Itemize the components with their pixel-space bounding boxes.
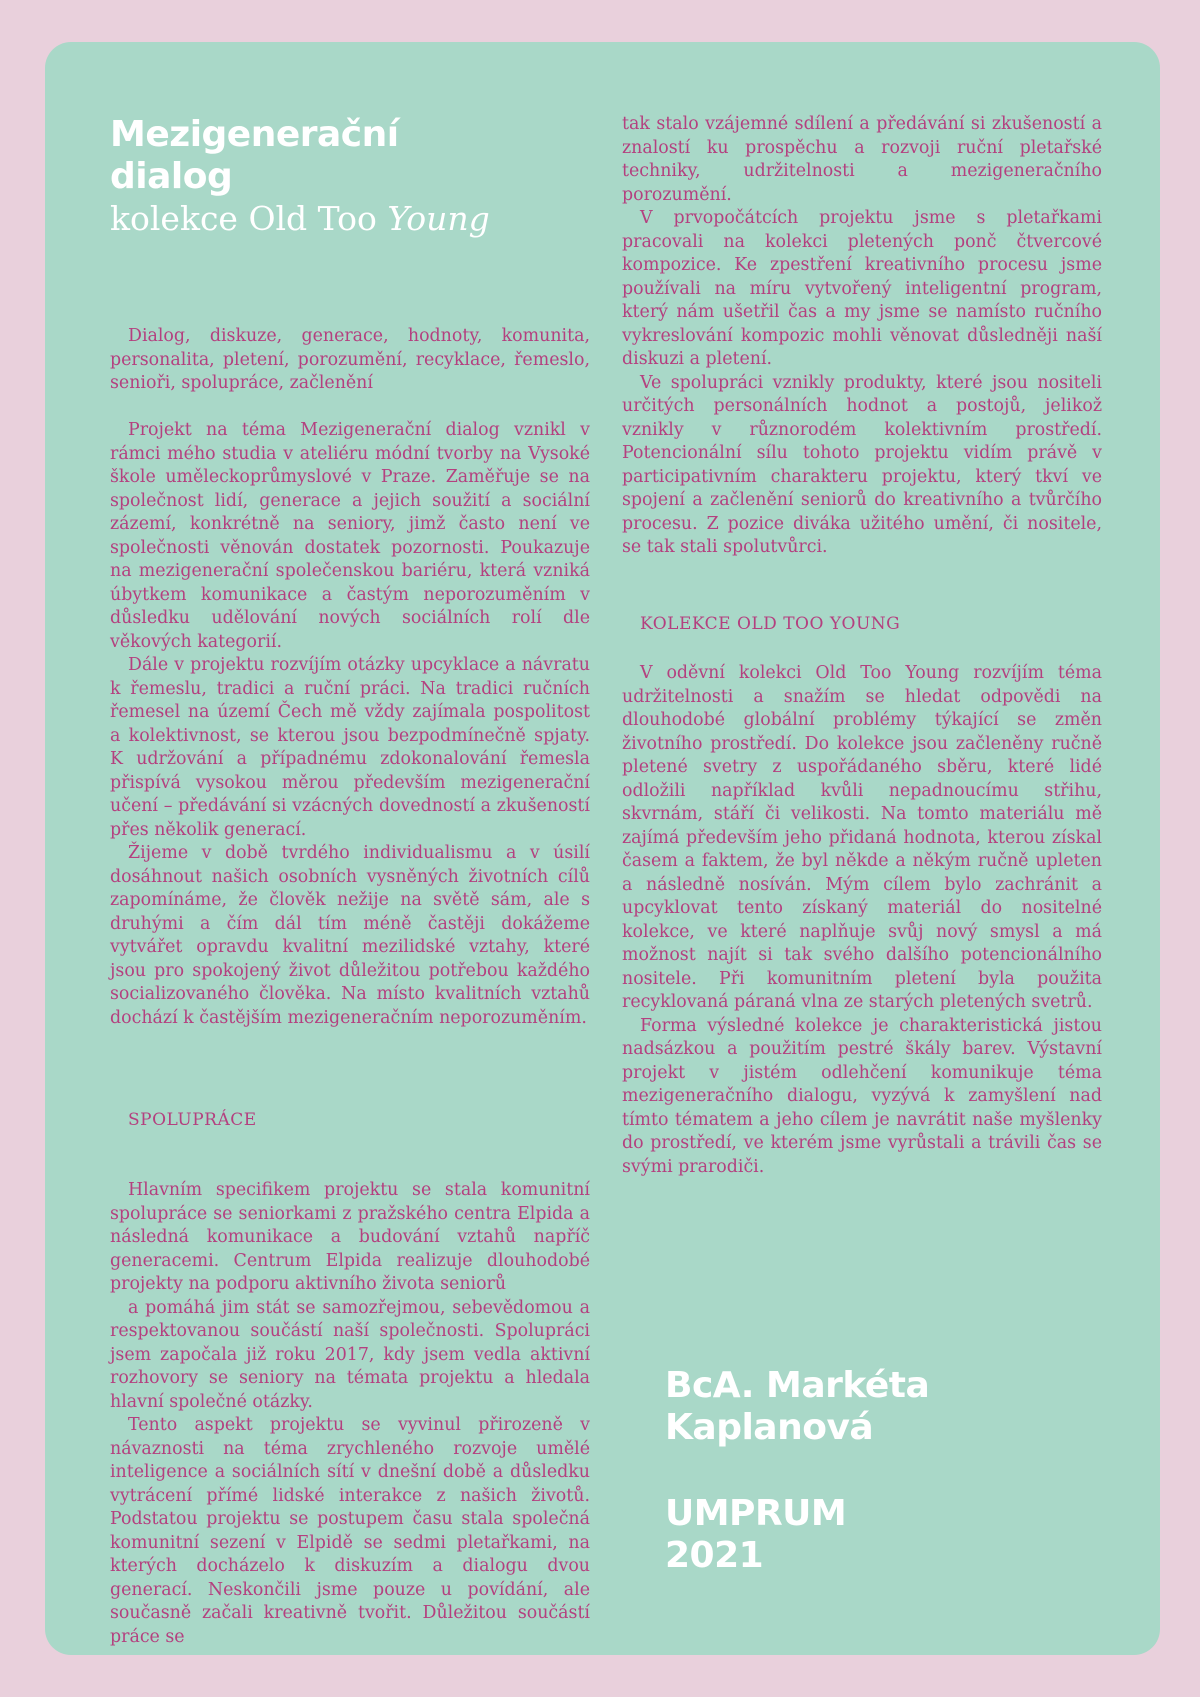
paragraph: V oděvní kolekci Old Too Young rozvíjím téma udržitelnosti a snažím se hledat odpovědi na dlouhodobé globální problémy týkající se změn životního prostředí. Do kolekce jsou začleněny ručně pletené svetry z uspořádaného sběru, které lidé odložili například kvůli nepadnoucímu střihu, skvrnám, stáří či velikosti. Na tomto materiálu mě zajímá především jeho přidaná hodnota, kterou získal časem a faktem, že byl někde a někým ručně upleten a následně nosíván. Mým cílem bylo zachránit a upcyklovat tento získaný materiál do nositelné kolekce, ve které naplňuje svůj nový smysl a má možnost najít si tak svého dalšího potencionálního nositele. Při komunitním pletení byla použita recyklovaná páraná vlna ze starých pletených svetrů. xyxy=(622,663,1102,1012)
author-name: BcA. Markéta Kaplanová xyxy=(665,1365,930,1448)
subtitle-italic: Young xyxy=(387,199,490,238)
section-spoluprace xyxy=(110,1109,590,1133)
section-heading: SPOLUPRÁCE xyxy=(128,1110,257,1130)
page-title: Mezigenerační dialog xyxy=(110,114,399,197)
paragraph: V prvopočátcích projektu jsme s pletařkami pracovali na kolekci pletených ponč čtvercové kompozice. Ke zpestření kreativního procesu jsme používali na míru vytvořený inteligentní program, který nám ušetřil čas a my jsme se namísto ručního vykreslování kompozic mohli věnovat důsledněji naší diskuzi a pletení. xyxy=(622,208,1102,369)
paragraph-continuation: tak stalo vzájemné sdílení a předávání si zkušeností a znalostí ku prospěchu a rozvoji ruční pletařské techniky, udržitelnosti a mezigeneračního porozumění. xyxy=(622,114,1102,205)
section-heading: KOLEKCE OLD TOO YOUNG xyxy=(640,614,901,634)
page-subtitle xyxy=(110,199,570,239)
right-intro-block xyxy=(622,113,1102,560)
intro-block xyxy=(110,419,590,1030)
year-label: 2021 xyxy=(665,1535,764,1576)
school-label: UMPRUM xyxy=(665,1493,847,1534)
paragraph: Hlavním specifikem projektu se stala komunitní spolupráce se seniorkami z pražského centra Elpida a následná komunikace a budování vztahů napříč generacemi. Centrum Elpida realizuje dlouhodobé projekty na podporu aktivního života seniorů xyxy=(110,1180,590,1294)
kolekce-body xyxy=(622,662,1102,1179)
spoluprace-body xyxy=(110,1179,590,1649)
keywords: Dialog, diskuze, generace, hodnoty, komunita, personalita, pletení, porozumění, recyklace, řemeslo, senioři, spolupráce, začlenění xyxy=(110,326,590,393)
paragraph: Projekt na téma Mezigenerační dialog vznikl v rámci mého studia v ateliéru módní tvorby na Vysoké škole uměleckoprůmyslové v Praze. Zaměřuje se na společnost lidí, generace a jejich soužití a sociální zázemí, konkrétně na seniory, jimž často není ve společnosti věnován dostatek pozornosti. Poukazuje na mezigenerační společenskou bariéru, která vzniká úbytkem komunikace a častým neporozuměním v důsledku udělování nových sociálních rolí dle věkových kategorií. xyxy=(110,420,590,652)
paragraph: Žijeme v době tvrdého individualismu a v úsilí dosáhnout našich osobních vysněných životních cílů zapomínáme, že člověk nežije na světě sám, ale s druhými a čím dál tím méně častěji dokážeme vytvářet opravdu kvalitní mezilidské vztahy, které jsou pro spokojený život důležitou potřebou každého socializovaného člověka. Na místo kvalitních vztahů dochází k častějším mezigeneračním neporozuměním. xyxy=(110,843,590,1028)
paragraph: Dále v projektu rozvíjím otázky upcyklace a návratu k řemeslu, tradici a ruční práci. Na tradici ručních řemesel na území Čech mě vždy zajímala pospolitost a kolektivnost, se kterou jsou bezpodmínečně spjaty. K udržování a případnému zdokonalování řemesla přispívá vysokou měrou především mezigenerační učení – předávání si vzácných dovedností a zkušeností přes několik generací. xyxy=(110,655,590,840)
subtitle-text: kolekce Old Too xyxy=(110,199,388,238)
section-kolekce xyxy=(622,613,1102,637)
paragraph: Tento aspekt projektu se vyvinul přirozeně v návaznosti na téma zrychleného rozvoje umělé inteligence a sociálních sítí v dnešní době a důsledku vytrácení přímé lidské interakce z našich životů. Podstatou projektu se postupem času stala společná komunitní sezení v Elpidě se sedmi pletařkami, na kterých docházelo k diskuzím a dialogu dvou generací. Neskončili jsme pouze u povídání, ale současně začali kreativně tvořit. Důležitou součástí práce se xyxy=(110,1415,590,1647)
paragraph: Forma výsledné kolekce je charakteristická jistou nadsázkou a použitím pestré škály barev. Výstavní projekt v jistém odlehčení komunikuje téma mezigeneračního dialogu, vyzývá k zamyšlení nad tímto tématem a jeho cílem je navrátit naše myšlenky do prostředí, ve kterém jsme vyrůstali a trávili čas se svými prarodiči. xyxy=(622,1015,1102,1177)
keywords-block xyxy=(110,325,590,396)
paragraph: Ve spolupráci vznikly produkty, které jsou nositeli určitých personálních hodnot a postojů, jelikož vznikly v různorodém kolektivním prostředí. Potencionální sílu tohoto projektu vidím právě v participativním charakteru projektu, který tkví ve spojení a začlenění seniorů do kreativního a tvůrčího procesu. Z pozice diváka užitého umění, či nositele, se tak stali spolutvůrci. xyxy=(622,372,1102,557)
paragraph: a pomáhá jim stát se samozřejmou, sebevědomou a respektovanou součástí naší společnosti. Spolupráci jsem započala již roku 2017, kdy jsem vedla aktivní rozhovory se seniory na témata projektu a hledala hlavní společné otázky. xyxy=(110,1297,590,1412)
